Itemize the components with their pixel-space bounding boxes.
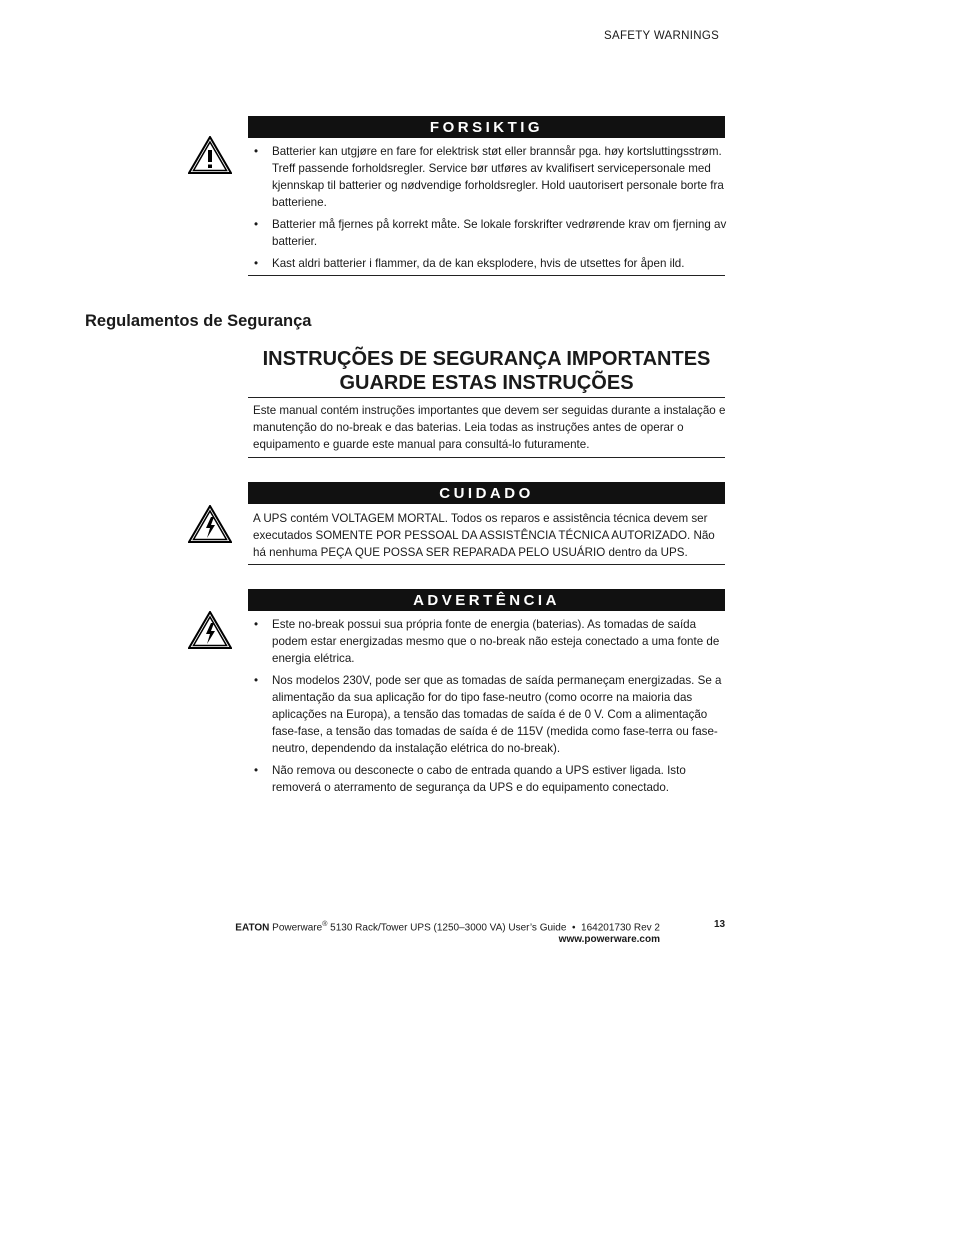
footer-website: www.powerware.com (558, 934, 660, 946)
advertencia-banner: ADVERTÊNCIA (248, 589, 725, 611)
bullet-text: Batterier kan utgjøre en fare for elektrisk støt eller brannsår pga. høy kortsluttingsstrøm. Treff passende forholdsregler. Service bør utføres av kvalifisert servicepersonale med kjennskap til batterier og nødvendige forholdsregler. Hold uautorisert personale borte fra batteriene. (272, 145, 724, 209)
cuidado-text: A UPS contém VOLTAGEM MORTAL. Todos os reparos e assistência técnica devem ser executados SOMENTE POR PESSOAL DA ASSISTÊNCIA TÉCNICA AUTORIZADO. Não há nenhuma PEÇA QUE POSSA SER REPARADA PELO USUÁRIO dentro da UPS. (253, 512, 715, 559)
lightning-hazard-icon (188, 611, 232, 654)
section-title: Regulamentos de Segurança (85, 312, 312, 330)
cuidado-banner: CUIDADO (248, 482, 725, 504)
important-title-line2: GUARDE ESTAS INSTRUÇÕES (339, 372, 634, 394)
list-item: • Batterier kan utgjøre en fare for elektrisk støt eller brannsår pga. høy kortsluttingsstrøm. Treff passende forholdsregler. Service bør utføres av kvalifisert servicepersonale med kjennskap til batterier og nødvendige forholdsregler. Hold uautorisert personale borte fra batteriene. (254, 145, 724, 209)
list-item: • Kast aldri batterier i flammer, da de kan eksplodere, hvis de utsettes for åpen ild. (254, 257, 685, 270)
footer (200, 919, 660, 946)
important-title-line1: INSTRUÇÕES DE SEGURANÇA IMPORTANTES (262, 348, 711, 370)
bullet-text: Este no-break possui sua própria fonte de energia (baterias). As tomadas de saída podem estar energizadas mesmo que o no-break não esteja conectado a uma fonte de energia elétrica. (272, 618, 720, 665)
divider (248, 397, 725, 398)
divider (248, 275, 725, 276)
list-item: • Batterier må fjernes på korrekt måte. Se lokale forskrifter vedrørende krav om fjerning av batterier. (254, 218, 727, 248)
list-item: • Este no-break possui sua própria fonte de energia (baterias). As tomadas de saída podem estar energizadas mesmo que o no-break não esteja conectado a uma fonte de energia elétrica. (254, 618, 720, 665)
exclamation-warning-icon (188, 136, 232, 179)
bullet-text: Batterier må fjernes på korrekt måte. Se lokale forskrifter vedrørende krav om fjerning av batterier. (272, 218, 727, 248)
footer-registered: ® (322, 921, 328, 928)
advertencia-list (248, 616, 728, 801)
important-text: Este manual contém instruções importantes que devem ser seguidas durante a instalação e manutenção do no-break e das baterias. Leia todas as instruções antes de operar o equipamento e guarde este manual para consultá-lo futuramente. (253, 404, 726, 451)
footer-separator: • (571, 922, 576, 934)
footer-doc-number: 164201730 Rev 2 (581, 922, 660, 934)
bullet-text: Nos modelos 230V, pode ser que as tomadas de saída permaneçam energizadas. Se a alimentação da sua aplicação for do tipo fase-neutro (como ocorre na maioria das aplicações na Europa), a tensão das tomadas de saída é de 0 V. Com a alimentação fase-fase, a tensão das tomadas de saída é de 115V (medida como fase-terra ou fase-neutro, dependendo da instalação elétrica do no-break). (272, 674, 722, 755)
footer-brand: EATON (235, 922, 270, 934)
important-title (248, 347, 725, 395)
list-item: • Não remova ou desconecte o cabo de entrada quando a UPS estiver ligada. Isto removerá o aterramento de segurança da UPS e do equipamento conectado. (254, 764, 686, 794)
page-number: 13 (714, 919, 726, 930)
forsiktig-list (248, 143, 728, 277)
footer-product: Powerware (272, 922, 323, 934)
running-head: SAFETY WARNINGS (604, 30, 720, 42)
divider (248, 457, 725, 458)
footer-guide: 5130 Rack/Tower UPS (1250–3000 VA) User’s Guide (330, 922, 567, 934)
bullet-text: Kast aldri batterier i flammer, da de kan eksplodere, hvis de utsettes for åpen ild. (272, 257, 685, 270)
footer-line1 (200, 919, 660, 934)
list-item: • Nos modelos 230V, pode ser que as tomadas de saída permaneçam energizadas. Se a alimentação da sua aplicação for do tipo fase-neutro (como ocorre na maioria das aplicações na Europa), a tensão das tomadas de saída é de 0 V. Com a alimentação fase-fase, a tensão das tomadas de saída é de 115V (medida como fase-terra ou fase-neutro, dependendo da instalação elétrica do no-break). (254, 674, 722, 755)
bullet-text: Não remova ou desconecte o cabo de entrada quando a UPS estiver ligada. Isto removerá o aterramento de segurança da UPS e do equipamento conectado. (272, 764, 686, 794)
divider (248, 564, 725, 565)
forsiktig-banner: FORSIKTIG (248, 116, 725, 138)
lightning-hazard-icon (188, 505, 232, 548)
